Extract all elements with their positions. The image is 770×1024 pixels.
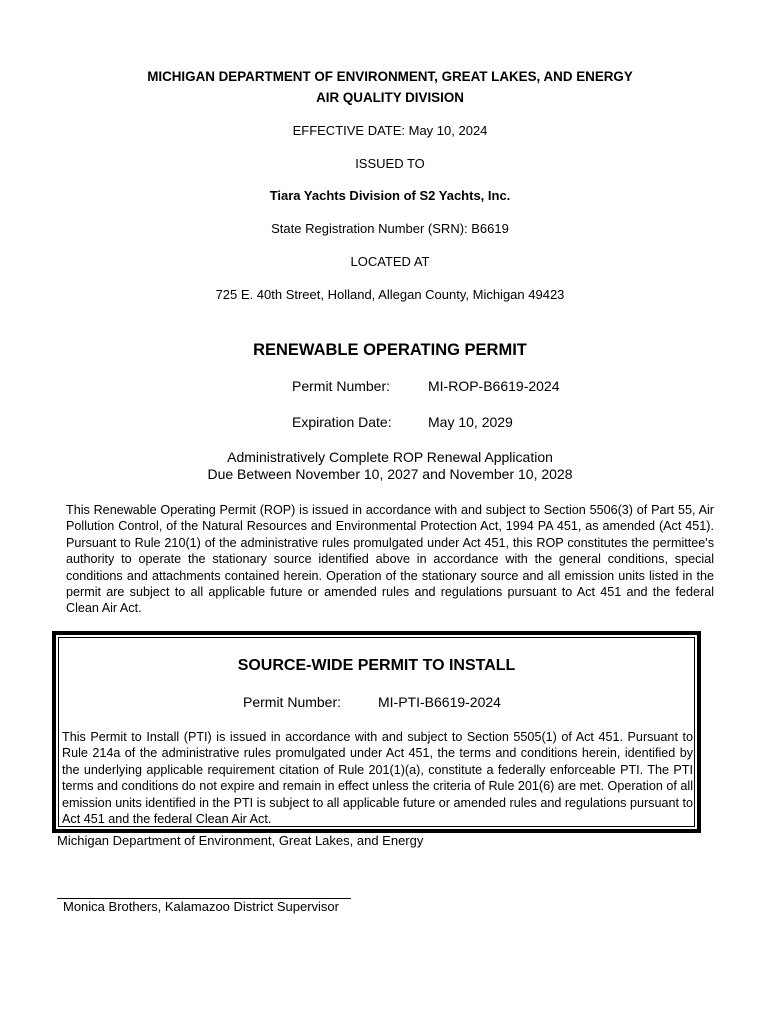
located-at-label: LOCATED AT bbox=[350, 254, 430, 269]
company-name: Tiara Yachts Division of S2 Yachts, Inc. bbox=[269, 188, 511, 203]
signatory-name: Monica Brothers, Kalamazoo District Supervisor bbox=[63, 899, 339, 914]
effective-date: EFFECTIVE DATE: May 10, 2024 bbox=[292, 123, 488, 138]
expiration-date-label: Expiration Date: bbox=[292, 414, 392, 430]
pti-paragraph: This Permit to Install (PTI) is issued in accordance with and subject to Section 5505(1) of Act 451. Pursuant to Rule 214a of the administrative rules promulgated under Act 451, the terms and conditions herein, identified by the underlying applicable requirement citation of Rule 201(1)(a), constitute a federally enforceable PTI. The PTI terms and conditions do not expire and remain in effect unless the criteria of Rule 201(6) are met. Operation of all emission units identified in the PTI is subject to all applicable future or amended rules and regulations pursuant to Act 451 and the federal Clean Air Act. bbox=[62, 730, 693, 827]
pti-permit-number-label: Permit Number: bbox=[243, 694, 342, 710]
srn-line: State Registration Number (SRN): B6619 bbox=[271, 221, 509, 236]
pti-permit-number: MI-PTI-B6619-2024 bbox=[378, 694, 501, 710]
rop-permit-number-label: Permit Number: bbox=[292, 378, 391, 394]
department-heading: MICHIGAN DEPARTMENT OF ENVIRONMENT, GREAT LAKES, AND ENERGY bbox=[147, 69, 633, 84]
application-line-1: Administratively Complete ROP Renewal Application bbox=[227, 449, 553, 465]
application-line-2: Due Between November 10, 2027 and November 10, 2028 bbox=[207, 466, 573, 482]
facility-address: 725 E. 40th Street, Holland, Allegan County, Michigan 49423 bbox=[215, 287, 565, 302]
rop-paragraph: This Renewable Operating Permit (ROP) is issued in accordance with and subject to Section 5506(3) of Part 55, Air Pollution Control, of the Natural Resources and Environmental Protection Act, 1994 PA 451, as amended (Act 451). Pursuant to Rule 210(1) of the administrative rules promulgated under Act 451, this ROP constitutes the permittee's authority to operate the stationary source identified above in accordance with the general conditions, special conditions and attachments contained herein. Operation of the stationary source and all emission units listed in the permit are subject to all applicable future or amended rules and regulations pursuant to Act 451 and the federal Clean Air Act. bbox=[66, 503, 714, 616]
rop-permit-number: MI-ROP-B6619-2024 bbox=[428, 378, 560, 394]
pti-title: SOURCE-WIDE PERMIT TO INSTALL bbox=[237, 657, 516, 674]
issued-to-label: ISSUED TO bbox=[355, 156, 425, 171]
footer-agency: Michigan Department of Environment, Great Lakes, and Energy bbox=[57, 833, 424, 848]
division-heading: AIR QUALITY DIVISION bbox=[316, 90, 464, 105]
expiration-date: May 10, 2029 bbox=[428, 414, 513, 430]
rop-title: RENEWABLE OPERATING PERMIT bbox=[253, 341, 527, 359]
